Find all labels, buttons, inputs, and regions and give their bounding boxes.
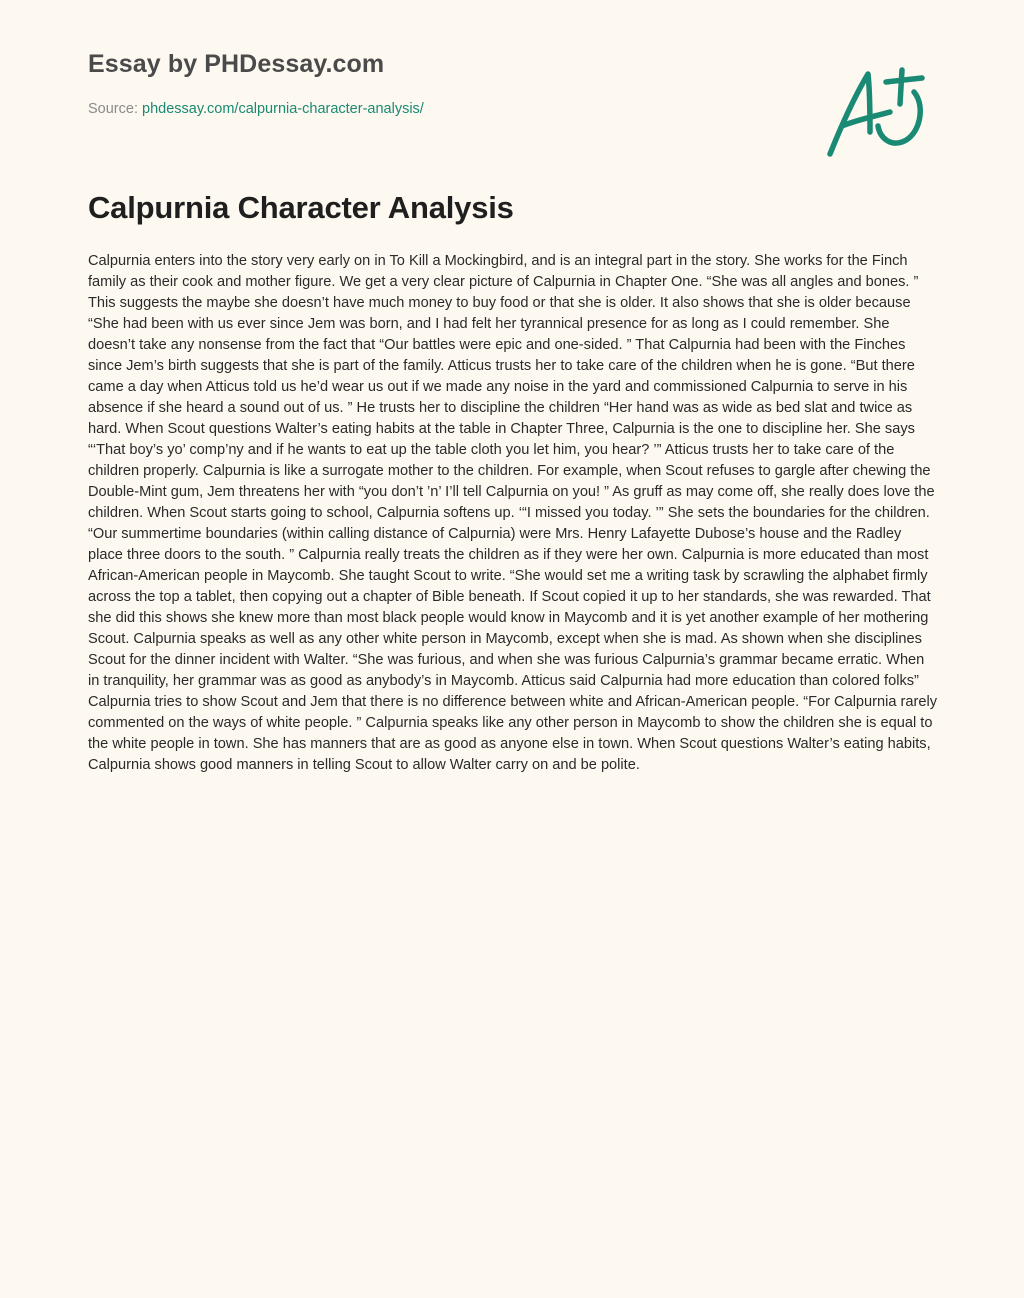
source-label: Source: bbox=[88, 101, 138, 117]
letter-a-stroke bbox=[830, 74, 870, 154]
essay-title: Calpurnia Character Analysis bbox=[88, 190, 514, 225]
plus-horizontal bbox=[886, 78, 922, 82]
essay-body: Calpurnia enters into the story very early on in To Kill a Mockingbird, and is an integral part in the story. She works for the Finch family as their cook and mother figure. We get a very clear picture of Calpurnia in Chapter One. “She was all angles and bones. ” This suggests the maybe she doesn’t have much money to buy food or that she is older. It also shows that she is older because “She had been with us ever since Jem was born, and I had felt her tyrannical presence for as long as I could remember. She doesn’t take any nonsense from the fact that “Our battles were epic and one-sided. ” That Calpurnia had been with the Finches since Jem’s birth suggests that she is part of the family. Atticus trusts her to take care of the children when he is gone. “But there came a day when Atticus told us he’d wear us out if we made any noise in the yard and commissioned Calpurnia to serve in his absence if she heard a sound out of us. ” He trusts her to discipline the children “Her hand was as wide as bed slat and twice as hard. When Scout questions Walter’s eating habits at the table in Chapter Three, Calpurnia is the one to discipline her. She says “‘That boy’s yo’ comp’ny and if he wants to eat up the table cloth you let him, you hear? ’” Atticus trusts her to take care of the children properly. Calpurnia is like a surrogate mother to the children. For example, when Scout refuses to gargle after chewing the Double-Mint gum, Jem threatens her with “you don’t ’n’ I’ll tell Calpurnia on you! ” As gruff as may come off, she really does love the children. When Scout starts going to school, Calpurnia softens up. ‘“I missed you today. ’” She sets the boundaries for the children. “Our summertime boundaries (within calling distance of Calpurnia) were Mrs. Henry Lafayette Dubose’s house and the Radley place three doors to the south. ” Calpurnia really treats the children as if they were her own. Calpurnia is more educated than most African-American people in Maycomb. She taught Scout to write. “She would set me a writing task by scrawling the alphabet firmly across the top a tablet, then copying out a chapter of Bible beneath. If Scout copied it up to her standards, she was rewarded. That she did this shows she knew more than most black people would know in Maycomb and it is yet another example of her mothering Scout. Calpurnia speaks as well as any other white person in Maycomb, except when she is mad. As shown when she disciplines Scout for the dinner incident with Walter. “She was furious, and when she was furious Calpurnia’s grammar became erratic. When in tranquility, her grammar was as good as anybody’s in Maycomb. Atticus said Calpurnia had more education than colored folks” Calpurnia tries to show Scout and Jem that there is no difference between white and African-American people. “For Calpurnia rarely commented on the ways of white people. ” Calpurnia speaks like any other person in Maycomb to show the children she is equal to the white people in town. She has manners that are as good as anyone else in town. When Scout questions Walter’s eating habits, Calpurnia shows good manners in telling Scout to allow Walter carry on and be polite. bbox=[88, 253, 938, 773]
plus-vertical bbox=[900, 70, 902, 104]
a-plus-grade-icon bbox=[820, 62, 932, 162]
site-brand: Essay by PHDessay.com bbox=[88, 50, 385, 78]
source-line bbox=[88, 101, 424, 117]
source-link[interactable]: phdessay.com/calpurnia-character-analysis/ bbox=[142, 101, 424, 117]
